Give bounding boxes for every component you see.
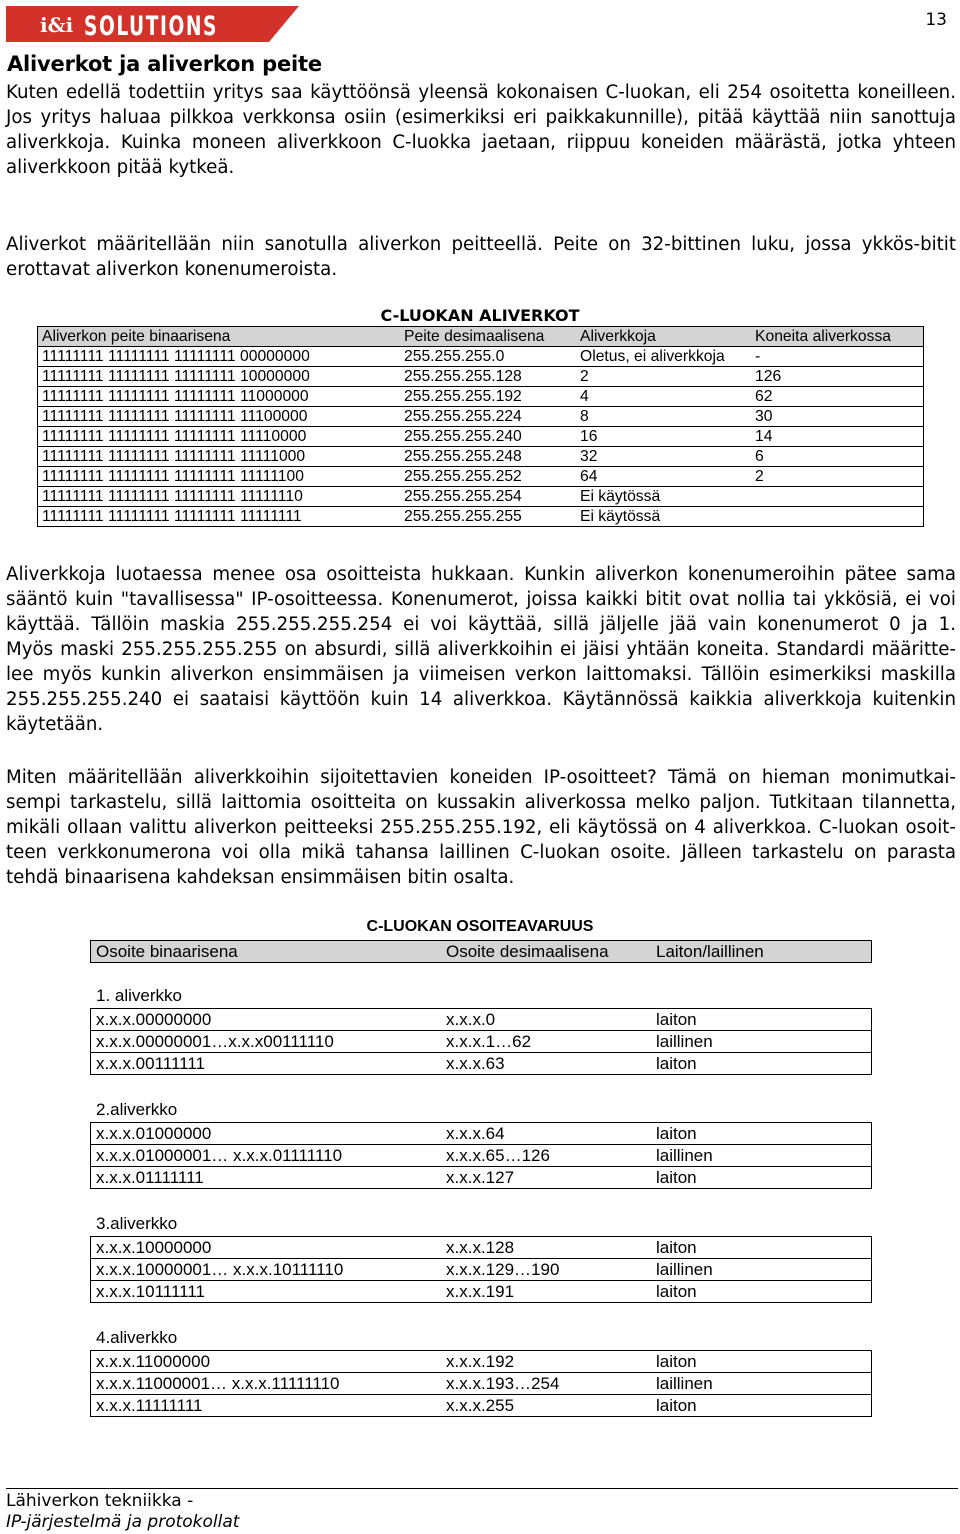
- subnet-count: Ei käytössä: [576, 507, 751, 527]
- subnet-group-label: 1. aliverkko: [96, 986, 182, 1005]
- subnet-count: 8: [576, 407, 751, 427]
- address-decimal: x.x.x.191: [441, 1281, 651, 1303]
- subnet-count: 32: [576, 447, 751, 467]
- text-line: 255.255.255.240 ei saataisi käyttöön kuin 14 aliverkkoa. Käytännössä kaikkia aliverkkoja kuitenkin: [6, 689, 956, 710]
- text-line: Kuten edellä todettiin yritys saa käyttöönsä yleensä kokonaisen C-luokan, eli 254 osoitetta koneilleen.: [6, 82, 956, 103]
- mask-decimal: 255.255.255.248: [400, 447, 576, 467]
- address-binary: x.x.x.10111111: [91, 1281, 442, 1303]
- subnet-table-title: C-LUOKAN ALIVERKOT: [380, 306, 580, 325]
- address-decimal: x.x.x.127: [441, 1167, 651, 1189]
- table-row: [91, 1237, 872, 1259]
- subnet-count: 2: [576, 367, 751, 387]
- text-line: Jos yritys haluaa pilkkoa verkkonsa osiin (esimerkiksi eri paikkakunnille), pitää käyttää niin sanottuja: [6, 107, 956, 128]
- address-binary: x.x.x.00111111: [91, 1053, 442, 1075]
- column-header: Laiton/laillinen: [651, 941, 872, 963]
- subnet-count: 16: [576, 427, 751, 447]
- address-status: laiton: [651, 1123, 872, 1145]
- subnet-group-label: 3.aliverkko: [96, 1214, 178, 1233]
- table-row: [91, 1009, 872, 1031]
- address-binary: x.x.x.00000000: [91, 1009, 442, 1031]
- table-row: [38, 347, 924, 367]
- column-header: Osoite desimaalisena: [441, 941, 651, 963]
- mask-decimal: 255.255.255.240: [400, 427, 576, 447]
- address-status: laillinen: [651, 1373, 872, 1395]
- text-line: Myös maski 255.255.255.255 on absurdi, sillä aliverkkoihin ei jäisi yhtään koneita. Standardi määritte-: [6, 639, 956, 660]
- address-decimal: x.x.x.193…254: [441, 1373, 651, 1395]
- subnet-group-table: [90, 1008, 872, 1075]
- subnet-count: 64: [576, 467, 751, 487]
- table-row: [38, 407, 924, 427]
- table-row: [38, 467, 924, 487]
- subnet-count: Oletus, ei aliverkkoja: [576, 347, 751, 367]
- subnet-group-label: 4.aliverkko: [96, 1328, 178, 1347]
- mask-decimal: 255.255.255.254: [400, 487, 576, 507]
- address-decimal: x.x.x.1…62: [441, 1031, 651, 1053]
- mask-decimal: 255.255.255.252: [400, 467, 576, 487]
- subnet-count: 4: [576, 387, 751, 407]
- table-header-row: [91, 941, 872, 963]
- table-row: [91, 1167, 872, 1189]
- table-row: [91, 1395, 872, 1417]
- table-row: [91, 1281, 872, 1303]
- table-row: [91, 1031, 872, 1053]
- subnet-count: Ei käytössä: [576, 487, 751, 507]
- company-logo: [6, 6, 299, 42]
- logo-solutions-text: SOLUTIONS: [84, 11, 218, 42]
- address-space-header: [90, 940, 872, 963]
- address-status: laiton: [651, 1237, 872, 1259]
- mask-paragraph: [6, 232, 956, 282]
- table-row: [38, 507, 924, 527]
- text-line: sääntö kuin "tavallisessa" IP-osoitteessa. Konenumerot, joissa kaikki bitit ovat nollia tai ykkösiä, ei voi: [6, 589, 956, 610]
- host-count: 6: [751, 447, 924, 467]
- address-status: laiton: [651, 1167, 872, 1189]
- mask-decimal: 255.255.255.255: [400, 507, 576, 527]
- column-header: Aliverkkoja: [576, 327, 751, 347]
- host-count: [751, 507, 924, 527]
- address-binary: x.x.x.01000001… x.x.x.01111110: [91, 1145, 442, 1167]
- address-status: laiton: [651, 1351, 872, 1373]
- footer-course-title: Lähiverkon tekniikka -: [6, 1491, 194, 1511]
- host-count: 126: [751, 367, 924, 387]
- text-line: käytetään.: [6, 714, 104, 735]
- host-count: 62: [751, 387, 924, 407]
- host-count: 14: [751, 427, 924, 447]
- address-status: laillinen: [651, 1031, 872, 1053]
- address-binary: x.x.x.10000001… x.x.x.10111110: [91, 1259, 442, 1281]
- text-line: aliverkkoja. Kuinka moneen aliverkkoon C-luokka jaetaan, riippuu koneiden määrästä, jotka yhteen: [6, 132, 956, 153]
- mask-decimal: 255.255.255.192: [400, 387, 576, 407]
- intro-paragraph: [6, 80, 956, 180]
- logo-graphic: [6, 6, 299, 42]
- address-binary: x.x.x.11000000: [91, 1351, 442, 1373]
- address-status: laiton: [651, 1281, 872, 1303]
- addressing-paragraph: [6, 765, 956, 890]
- address-decimal: x.x.x.63: [441, 1053, 651, 1075]
- waste-paragraph: [6, 562, 956, 737]
- text-line: erottavat aliverkon konenumeroista.: [6, 259, 338, 280]
- host-count: 2: [751, 467, 924, 487]
- text-line: tehdä binaarisena kahdeksan ensimmäisen bitin osalta.: [6, 867, 515, 888]
- address-binary: x.x.x.10000000: [91, 1237, 442, 1259]
- page-footer: [6, 1491, 239, 1533]
- table-row: [91, 1053, 872, 1075]
- subnet-group-table: [90, 1122, 872, 1189]
- table-row: [38, 387, 924, 407]
- column-header: Peite desimaalisena: [400, 327, 576, 347]
- subnet-group-table: [90, 1236, 872, 1303]
- table-row: [38, 487, 924, 507]
- column-header: Osoite binaarisena: [91, 941, 442, 963]
- host-count: -: [751, 347, 924, 367]
- mask-binary: 11111111 11111111 11111111 11000000: [38, 387, 401, 407]
- address-decimal: x.x.x.65…126: [441, 1145, 651, 1167]
- text-line: Aliverkkoja luotaessa menee osa osoitteista hukkaan. Kunkin aliverkon konenumeroihin pätee sama: [6, 564, 956, 585]
- text-line: sempi tarkastelu, sillä laittomia osoitteita on kussakin aliverkossa melko paljon. Tutkitaan tilannetta,: [6, 792, 956, 813]
- address-binary: x.x.x.01111111: [91, 1167, 442, 1189]
- mask-binary: 11111111 11111111 11111111 11111100: [38, 467, 401, 487]
- address-binary: x.x.x.00000001…x.x.x00111110: [91, 1031, 442, 1053]
- text-line: lee myös kunkin aliverkon ensimmäisen ja viimeisen verkon laittomaksi. Tällöin esimerkiksi maskilla: [6, 664, 956, 685]
- text-line: Aliverkot määritellään niin sanotulla aliverkon peitteellä. Peite on 32-bittinen luku, jossa ykkös-bitit: [6, 234, 956, 255]
- address-status: laiton: [651, 1395, 872, 1417]
- address-space-title: C-LUOKAN OSOITEAVARUUS: [366, 918, 594, 935]
- mask-binary: 11111111 11111111 11111111 11111110: [38, 487, 401, 507]
- mask-binary: 11111111 11111111 11111111 10000000: [38, 367, 401, 387]
- table-row: [91, 1145, 872, 1167]
- table-row: [38, 447, 924, 467]
- subnet-group-table: [90, 1350, 872, 1417]
- footer-subtitle: IP-järjestelmä ja protokollat: [6, 1512, 240, 1532]
- address-decimal: x.x.x.64: [441, 1123, 651, 1145]
- address-status: laillinen: [651, 1145, 872, 1167]
- table-header-row: [38, 327, 924, 347]
- host-count: 30: [751, 407, 924, 427]
- address-status: laiton: [651, 1009, 872, 1031]
- column-header: Koneita aliverkossa: [751, 327, 924, 347]
- address-binary: x.x.x.11000001… x.x.x.11111110: [91, 1373, 442, 1395]
- mask-decimal: 255.255.255.128: [400, 367, 576, 387]
- host-count: [751, 487, 924, 507]
- table-row: [38, 367, 924, 387]
- mask-binary: 11111111 11111111 11111111 00000000: [38, 347, 401, 367]
- address-status: laillinen: [651, 1259, 872, 1281]
- mask-decimal: 255.255.255.224: [400, 407, 576, 427]
- subnet-table: [37, 326, 924, 527]
- address-decimal: x.x.x.128: [441, 1237, 651, 1259]
- table-row: [91, 1351, 872, 1373]
- address-status: laiton: [651, 1053, 872, 1075]
- address-decimal: x.x.x.255: [441, 1395, 651, 1417]
- table-row: [91, 1123, 872, 1145]
- address-binary: x.x.x.11111111: [91, 1395, 442, 1417]
- text-line: aliverkkoon pitää kytkeä.: [6, 157, 235, 178]
- mask-binary: 11111111 11111111 11111111 11111111: [38, 507, 401, 527]
- address-decimal: x.x.x.129…190: [441, 1259, 651, 1281]
- text-line: mikäli ollaan valittu aliverkon peitteeksi 255.255.255.192, eli käytössä on 4 aliverkkoa. C-luokan osoit-: [6, 817, 956, 838]
- address-binary: x.x.x.01000000: [91, 1123, 442, 1145]
- subnet-group-label: 2.aliverkko: [96, 1100, 178, 1119]
- mask-binary: 11111111 11111111 11111111 11110000: [38, 427, 401, 447]
- section-title: Aliverkot ja aliverkon peite: [7, 52, 322, 76]
- mask-decimal: 255.255.255.0: [400, 347, 576, 367]
- mask-binary: 11111111 11111111 11111111 11100000: [38, 407, 401, 427]
- text-line: käyttää. Tällöin maskia 255.255.255.254 ei voi käyttää, sillä jäljelle jää vain konenumerot 0 ja 1.: [6, 614, 956, 635]
- table-row: [91, 1373, 872, 1395]
- footer-divider: [6, 1488, 958, 1489]
- mask-binary: 11111111 11111111 11111111 11111000: [38, 447, 401, 467]
- logo-ij-text: i&i: [40, 13, 74, 37]
- address-decimal: x.x.x.192: [441, 1351, 651, 1373]
- address-decimal: x.x.x.0: [441, 1009, 651, 1031]
- table-row: [38, 427, 924, 447]
- table-row: [91, 1259, 872, 1281]
- column-header: Aliverkon peite binaarisena: [38, 327, 401, 347]
- page-number: 13: [925, 10, 947, 30]
- text-line: Miten määritellään aliverkkoihin sijoitettavien koneiden IP-osoitteet? Tämä on hieman monimutkai-: [6, 767, 956, 788]
- text-line: teen verkkonumerona voi olla mikä tahansa laillinen C-luokan osoite. Jälleen tarkastelu on parasta: [6, 842, 956, 863]
